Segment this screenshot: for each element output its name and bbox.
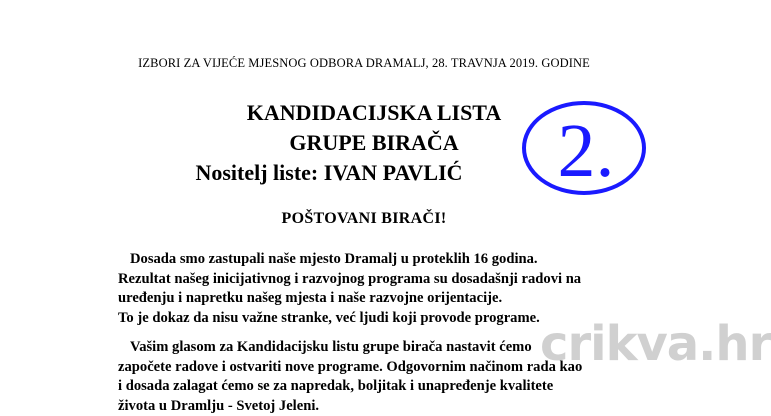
election-header: IZBORI ZA VIJEĆE MJESNOG ODBORA DRAMALJ, 28. TRAVNJA 2019. GODINE bbox=[0, 56, 728, 71]
paragraph-1-line-1: Dosada smo zastupali naše mjesto Dramalj u proteklih 16 godina. bbox=[118, 250, 638, 270]
paragraph-2-line-2: započete radove i ostvariti nove programe. Odgovornim načinom rada kao bbox=[118, 358, 638, 378]
list-number: 2. bbox=[558, 109, 615, 193]
title-line-holder: Nositelj liste: IVAN PAVLIĆ bbox=[0, 158, 728, 188]
paragraph-1-line-3: uređenju i napretku našeg mjesta i naše razvojne orijentacije. bbox=[118, 289, 638, 309]
title-line-list: KANDIDACIJSKA LISTA bbox=[20, 98, 728, 128]
watermark: crikva.hr bbox=[540, 316, 771, 372]
greeting: POŠTOVANI BIRAČI! bbox=[0, 210, 728, 228]
list-number-badge bbox=[520, 98, 648, 198]
paragraph-1-line-2: Rezultat našeg inicijativnog i razvojnog programa su dosadašnji radovi na bbox=[118, 270, 638, 290]
paragraph-1-line-4: To je dokaz da nisu važne stranke, već ljudi koji provode programe. bbox=[118, 309, 638, 329]
paragraph-2-line-1: Vašim glasom za Kandidacijsku listu grupe birača nastavit ćemo bbox=[118, 338, 638, 358]
paragraph-2-line-3: i dosada zalagat ćemo se za napredak, boljitak i unapređenje kvalitete bbox=[118, 377, 638, 397]
paragraph-2-line-4: života u Dramlju - Svetoj Jeleni. bbox=[118, 397, 638, 416]
title-line-group: GRUPE BIRAČA bbox=[20, 128, 728, 158]
